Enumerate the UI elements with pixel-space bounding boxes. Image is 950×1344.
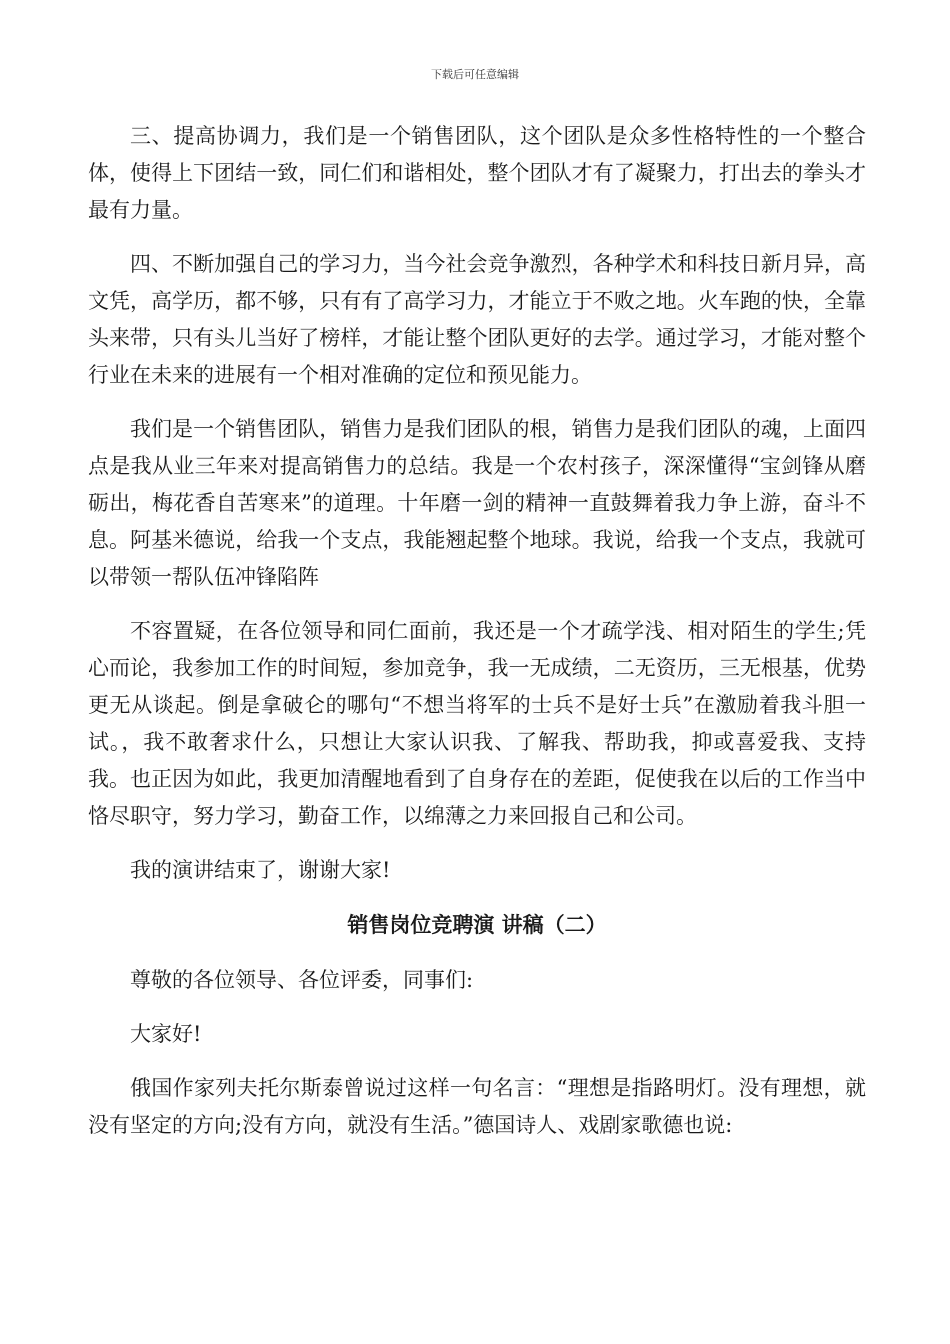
paragraph-closing: 我的演讲结束了，谢谢大家! (130, 858, 391, 882)
document-body (88, 118, 866, 1144)
section-title: 销售岗位竞聘演 讲稿（二） (347, 913, 607, 937)
page-header: 下载后可任意编辑 (431, 68, 519, 81)
paragraph-sales-team: 我们是一个销售团队，销售力是我们团队的根，销售力是我们团队的魂，上面四点是我从业三年来对提高销售力的总结。我是一个农村孩子，深深懂得“宝剑锋从磨砺出，梅花香自苦寒来”的道理。十年磨一剑的精神一直鼓舞着我力争上游，奋斗不息。阿基米德说，给我一个支点，我能翘起整个地球。我说，给我一个支点，我就可以带领一帮队伍冲锋陷阵 (88, 417, 866, 589)
paragraph-greeting: 大家好! (130, 1022, 202, 1046)
paragraph-quote: 俄国作家列夫托尔斯泰曾说过这样一句名言：“理想是指路明灯。没有理想，就没有坚定的方向;没有方向，就没有生活。”德国诗人、戏剧家歌德也说: (88, 1076, 866, 1137)
paragraph-self-assessment: 不容置疑，在各位领导和同仁面前，我还是一个才疏学浅、相对陌生的学生;凭心而论，我参加工作的时间短，参加竞争，我一无成绩，二无资历，三无根基，优势更无从谈起。倒是拿破仑的哪句“不想当将军的士兵不是好士兵”在激励着我斗胆一试。，我不敢奢求什么，只想让大家认识我、了解我、帮助我，抑或喜爱我、支持我。也正因为如此，我更加清醒地看到了自身存在的差距，促使我在以后的工作当中恪尽职守，努力学习，勤奋工作，以绵薄之力来回报自己和公司。 (88, 619, 866, 828)
paragraph-salutation: 尊敬的各位领导、各位评委，同事们: (130, 968, 474, 992)
paragraph-learning: 四、不断加强自己的学习力，当今社会竞争激烈，各种学术和科技日新月异，高文凭，高学历，都不够，只有有了高学习力，才能立于不败之地。火车跑的快，全靠头来带，只有头儿当好了榜样，才能让整个团队更好的去学。通过学习，才能对整个行业在未来的进展有一个相对准确的定位和预见能力。 (88, 252, 866, 387)
paragraph-coordination: 三、提高协调力，我们是一个销售团队，这个团队是众多性格特性的一个整合体，使得上下团结一致，同仁们和谐相处，整个团队才有了凝聚力，打出去的拳头才最有力量。 (88, 124, 866, 222)
